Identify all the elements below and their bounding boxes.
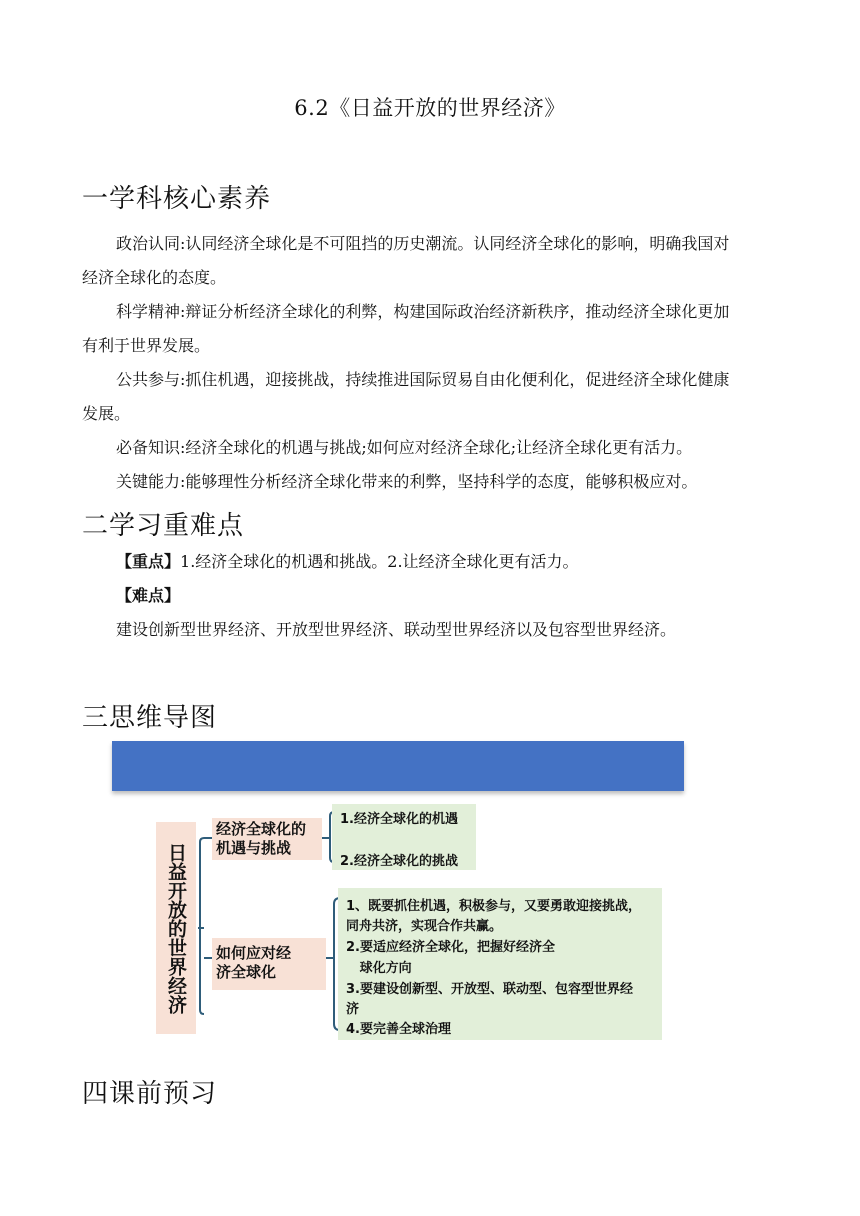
- branch2-line1: 如何应对经: [216, 944, 292, 962]
- leaf3-row-5: 3.要建设创新型、开放型、联动型、包容型世界经: [346, 982, 633, 997]
- mindmap-branch-how-to-respond: [212, 938, 326, 990]
- mindmap-leaf-group-2: [338, 888, 662, 1040]
- mindmap-root-node: 日益开放的世界经济: [156, 822, 196, 1034]
- paragraph-scientific-spirit-line1: 科学精神:辩证分析经济全球化的利弊，构建国际政治经济新秩序，推动经济全球化更加: [116, 302, 730, 321]
- leaf3-row-1: 1、既要抓住机遇，积极参与，又要勇敢迎接挑战，: [346, 899, 642, 914]
- section-heading-1: 一学科核心素养: [82, 184, 272, 214]
- section-heading-2: 二学习重难点: [82, 511, 245, 541]
- leaf3-row-7: 4.要完善全球治理: [346, 1022, 451, 1037]
- section-heading-3: 三思维导图: [82, 703, 218, 733]
- difficult-point-text: 建设创新型世界经济、开放型世界经济、联动型世界经济以及包容型世界经济。: [116, 620, 677, 639]
- leaf3-row-2: 同舟共济，实现合作共赢。: [346, 919, 503, 934]
- key-point-label: 【重点】: [116, 552, 181, 571]
- paragraph-political-identity-line2: 经济全球化的态度。: [82, 268, 227, 287]
- branch2-line2: 济全球化: [216, 963, 277, 981]
- section-heading-4: 四课前预习: [82, 1079, 218, 1109]
- paragraph-essential-knowledge: 必备知识:经济全球化的机遇与挑战;如何应对经济全球化;让经济全球化更有活力。: [116, 438, 693, 457]
- leaf-challenge: 2.经济全球化的挑战: [340, 854, 458, 869]
- document-title: 6.2《日益开放的世界经济》: [294, 96, 566, 120]
- leaf3-row-6: 济: [346, 1002, 360, 1017]
- mindmap-branch-opportunity-challenge: [212, 818, 322, 860]
- paragraph-public-participation-line2: 发展。: [82, 404, 131, 423]
- leaf3-row-3: 2.要适应经济全球化，把握好经济全: [346, 940, 555, 955]
- key-point-text: 1.经济全球化的机遇和挑战。2.让经济全球化更有活力。: [180, 552, 579, 571]
- branch1-line2: 机遇与挑战: [216, 839, 292, 857]
- paragraph-political-identity-line1: 政治认同:认同经济全球化是不可阻挡的历史潮流。认同经济全球化的影响，明确我国对: [116, 234, 730, 253]
- paragraph-key-ability: 关键能力:能够理性分析经济全球化带来的利弊，坚持科学的态度，能够积极应对。: [116, 472, 698, 491]
- mindmap-leaf-group-1: [332, 804, 476, 870]
- leaf-opportunity: 1.经济全球化的机遇: [340, 812, 458, 827]
- branch1-line1: 经济全球化的: [216, 820, 307, 838]
- leaf3-row-4: 球化方向: [346, 961, 412, 976]
- paragraph-scientific-spirit-line2: 有利于世界发展。: [82, 336, 211, 355]
- paragraph-public-participation-line1: 公共参与:抓住机遇，迎接挑战，持续推进国际贸易自由化便利化，促进经济全球化健康: [116, 370, 730, 389]
- difficult-point-label: 【难点】: [116, 586, 181, 605]
